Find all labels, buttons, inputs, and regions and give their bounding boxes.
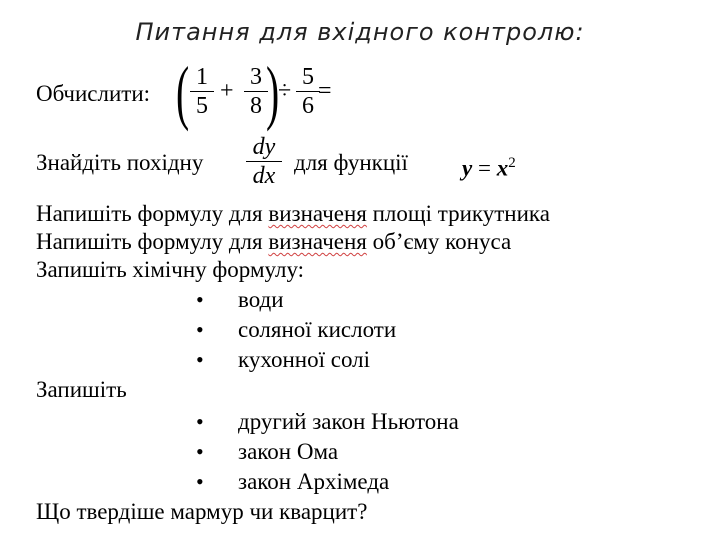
fraction-2-den: 8 — [250, 93, 262, 119]
cone-text-1: Напишіть формулу для — [36, 229, 269, 254]
laws-question: Запишіть — [36, 377, 127, 402]
chemistry-question: Запишіть хімічну формулу: — [36, 257, 305, 282]
cone-misspelled-word: визначеня — [268, 229, 367, 254]
fraction-2-num: 3 — [250, 64, 262, 90]
page-title: Питання для вхідного контролю: — [135, 18, 585, 46]
divide-sign: ÷ — [278, 78, 292, 104]
equals-sign: = — [318, 78, 332, 104]
chem-item-hcl: соляної кислоти — [238, 317, 397, 342]
bullet-icon: • — [196, 409, 204, 434]
triangle-question — [36, 200, 550, 228]
derivative-num: dy — [252, 134, 276, 160]
law-item-newton: другий закон Ньютона — [238, 409, 459, 434]
cone-text-2: об’єму конуса — [366, 229, 512, 254]
triangle-text-1: Напишіть формулу для — [36, 201, 269, 226]
derivative-middle: для функції — [294, 150, 408, 175]
function-exponent: 2 — [508, 155, 516, 171]
bullet-icon: • — [196, 347, 204, 372]
fraction-3 — [296, 64, 320, 119]
function-expression — [462, 149, 516, 183]
bullet-icon: • — [196, 317, 204, 342]
bullet-icon: • — [196, 469, 204, 494]
fraction-1-num: 1 — [196, 64, 208, 90]
function-lhs: y — [462, 155, 473, 181]
fraction-1 — [190, 64, 214, 119]
derivative-prefix: Знайдіть похідну — [36, 150, 204, 175]
bullet-icon: • — [196, 439, 204, 464]
derivative-den: dx — [252, 163, 276, 189]
calc-label: Обчислити: — [36, 81, 151, 106]
cone-question — [36, 228, 511, 256]
chem-item-water: води — [238, 287, 284, 312]
fraction-3-den: 6 — [302, 93, 314, 119]
fraction-2 — [244, 64, 268, 119]
derivative-fraction — [246, 134, 282, 189]
triangle-misspelled-word: визначеня — [268, 201, 367, 226]
bullet-icon: • — [196, 287, 204, 312]
final-question: Що твердіше мармур чи кварцит? — [36, 499, 368, 524]
law-item-archimedes: закон Архімеда — [238, 469, 390, 494]
plus-sign: + — [220, 78, 234, 104]
function-var: x — [496, 155, 509, 181]
function-eq: = — [477, 155, 491, 181]
law-item-ohm: закон Ома — [238, 439, 339, 464]
fraction-1-den: 5 — [196, 93, 208, 119]
left-paren: ( — [176, 52, 190, 132]
chem-item-salt: кухонної солі — [238, 347, 371, 372]
fraction-3-num: 5 — [302, 64, 314, 90]
triangle-text-2: площі трикутника — [366, 201, 550, 226]
right-paren: ) — [266, 52, 280, 132]
